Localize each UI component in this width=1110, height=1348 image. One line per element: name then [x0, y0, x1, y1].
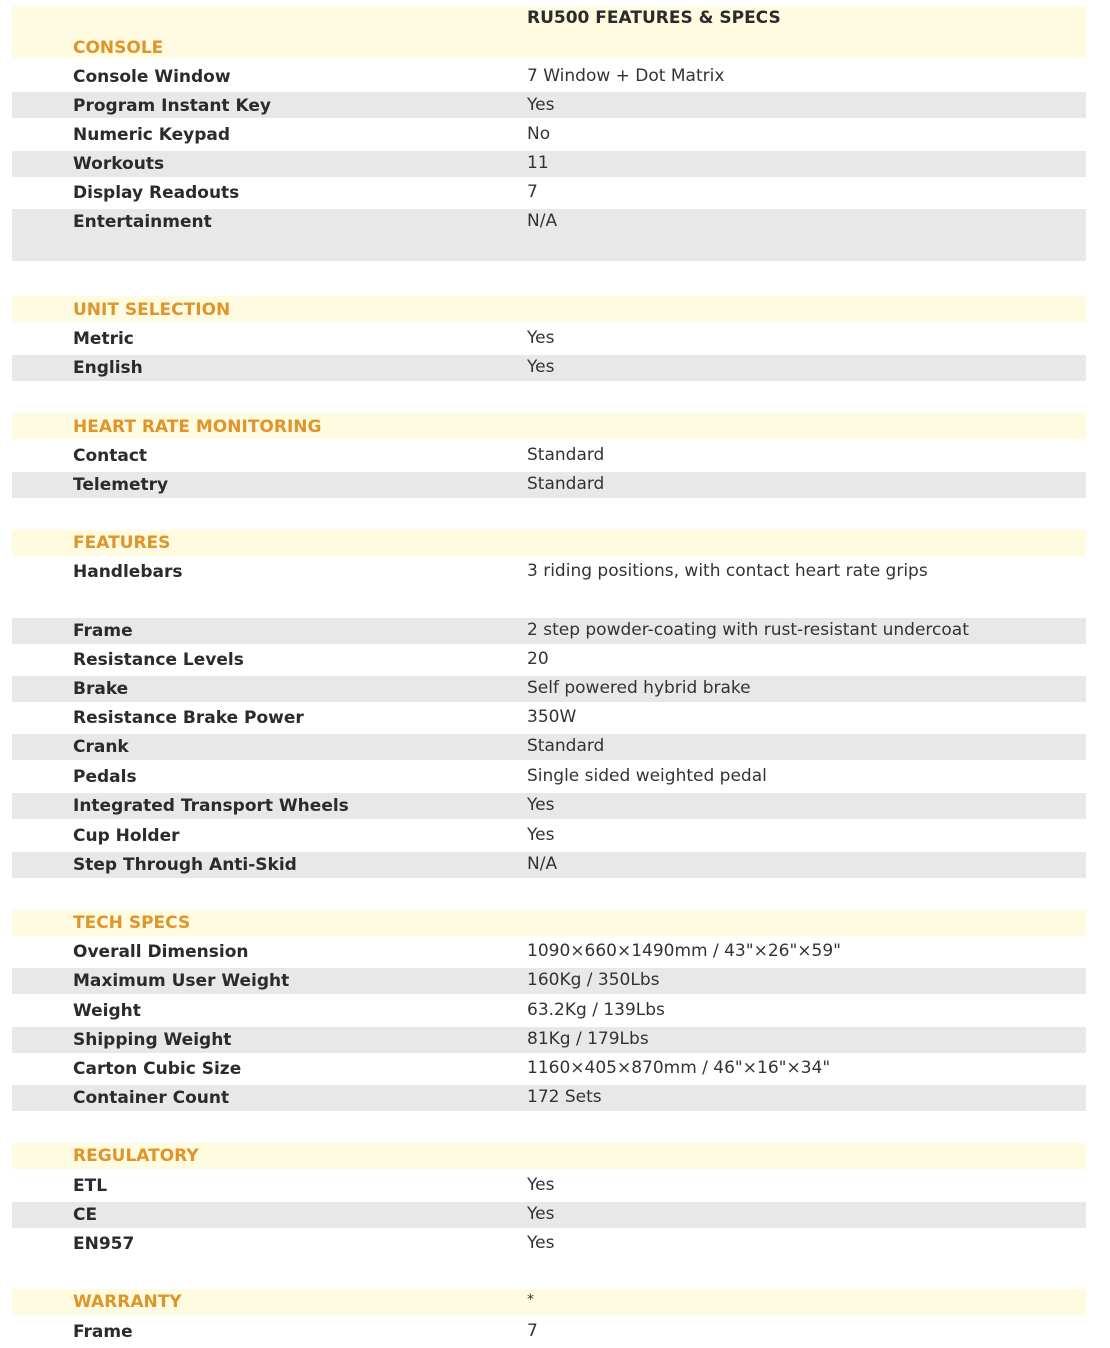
spec-label: Cup Holder: [73, 826, 180, 846]
spec-value: 63.2Kg / 139Lbs: [527, 1000, 665, 1020]
spec-value: Yes: [527, 825, 555, 845]
spec-label: Weight: [73, 1001, 141, 1021]
row-band: [12, 151, 1086, 177]
spec-value: 2 step powder-coating with rust-resistant undercoat: [527, 620, 969, 640]
spec-label: Shipping Weight: [73, 1030, 232, 1050]
warranty-footnote-mark: *: [527, 1292, 534, 1308]
spec-value: 1090×660×1490mm / 43"×26"×59": [527, 941, 841, 961]
spec-value: 20: [527, 649, 549, 669]
spec-value: No: [527, 124, 551, 144]
spec-value: Yes: [527, 1175, 555, 1195]
spec-label: Resistance Levels: [73, 650, 244, 670]
spec-label: Telemetry: [73, 475, 169, 495]
spec-label: CE: [73, 1205, 98, 1225]
section-heading-warranty: WARRANTY: [73, 1292, 182, 1312]
spec-value: N/A: [527, 854, 558, 874]
spec-label: Frame: [73, 1322, 133, 1342]
header-band: [12, 530, 1086, 556]
spec-label: Entertainment: [73, 212, 212, 232]
spec-label: Maximum User Weight: [73, 971, 290, 991]
spec-label: Overall Dimension: [73, 942, 249, 962]
spec-value: Yes: [527, 1233, 555, 1253]
spec-label: Container Count: [73, 1088, 230, 1108]
spec-value: Yes: [527, 328, 555, 348]
section-heading-heart-rate: HEART RATE MONITORING: [73, 417, 322, 437]
spec-label: English: [73, 358, 143, 378]
spec-label: Contact: [73, 446, 148, 466]
spec-value: 160Kg / 350Lbs: [527, 970, 660, 990]
spec-value: Standard: [527, 474, 605, 494]
spec-label: Console Window: [73, 67, 231, 87]
spec-label: Program Instant Key: [73, 96, 271, 116]
section-heading-console: CONSOLE: [73, 38, 164, 58]
sheet-title: RU500 FEATURES & SPECS: [527, 8, 781, 28]
spec-label: Workouts: [73, 154, 165, 174]
spec-value: Self powered hybrid brake: [527, 678, 751, 698]
spec-value: 11: [527, 153, 549, 173]
spec-value: 350W: [527, 707, 577, 727]
spec-label: Crank: [73, 737, 129, 757]
spec-value: Yes: [527, 795, 555, 815]
spec-value: Standard: [527, 736, 605, 756]
spec-label: Display Readouts: [73, 183, 240, 203]
spec-label: Integrated Transport Wheels: [73, 796, 349, 816]
spec-label: Handlebars: [73, 562, 183, 582]
spec-label: Frame: [73, 621, 133, 641]
spec-value: Yes: [527, 1204, 555, 1224]
spec-label: Resistance Brake Power: [73, 708, 304, 728]
spec-value: Standard: [527, 445, 605, 465]
spec-value: 7: [527, 1321, 538, 1341]
spec-value: 81Kg / 179Lbs: [527, 1029, 649, 1049]
spec-value: 172 Sets: [527, 1087, 602, 1107]
section-heading-unit-selection: UNIT SELECTION: [73, 300, 231, 320]
spec-label: EN957: [73, 1234, 135, 1254]
spec-label: Step Through Anti-Skid: [73, 855, 297, 875]
spec-value: 7: [527, 182, 538, 202]
spec-value: Single sided weighted pedal: [527, 766, 767, 786]
spec-label: Brake: [73, 679, 129, 699]
spec-value: 3 riding positions, with contact heart rate grips: [527, 561, 928, 581]
spec-label: Pedals: [73, 767, 137, 787]
spec-label: ETL: [73, 1176, 108, 1196]
spec-value: 7 Window + Dot Matrix: [527, 66, 725, 86]
spec-label: Metric: [73, 329, 134, 349]
spec-label: Numeric Keypad: [73, 125, 231, 145]
spec-value: Yes: [527, 357, 555, 377]
section-heading-tech-specs: TECH SPECS: [73, 913, 191, 933]
section-heading-regulatory: REGULATORY: [73, 1146, 199, 1166]
spec-value: 1160×405×870mm / 46"×16"×34": [527, 1058, 831, 1078]
section-heading-features: FEATURES: [73, 533, 171, 553]
spec-label: Carton Cubic Size: [73, 1059, 242, 1079]
spec-value: N/A: [527, 211, 558, 231]
spec-value: Yes: [527, 95, 555, 115]
